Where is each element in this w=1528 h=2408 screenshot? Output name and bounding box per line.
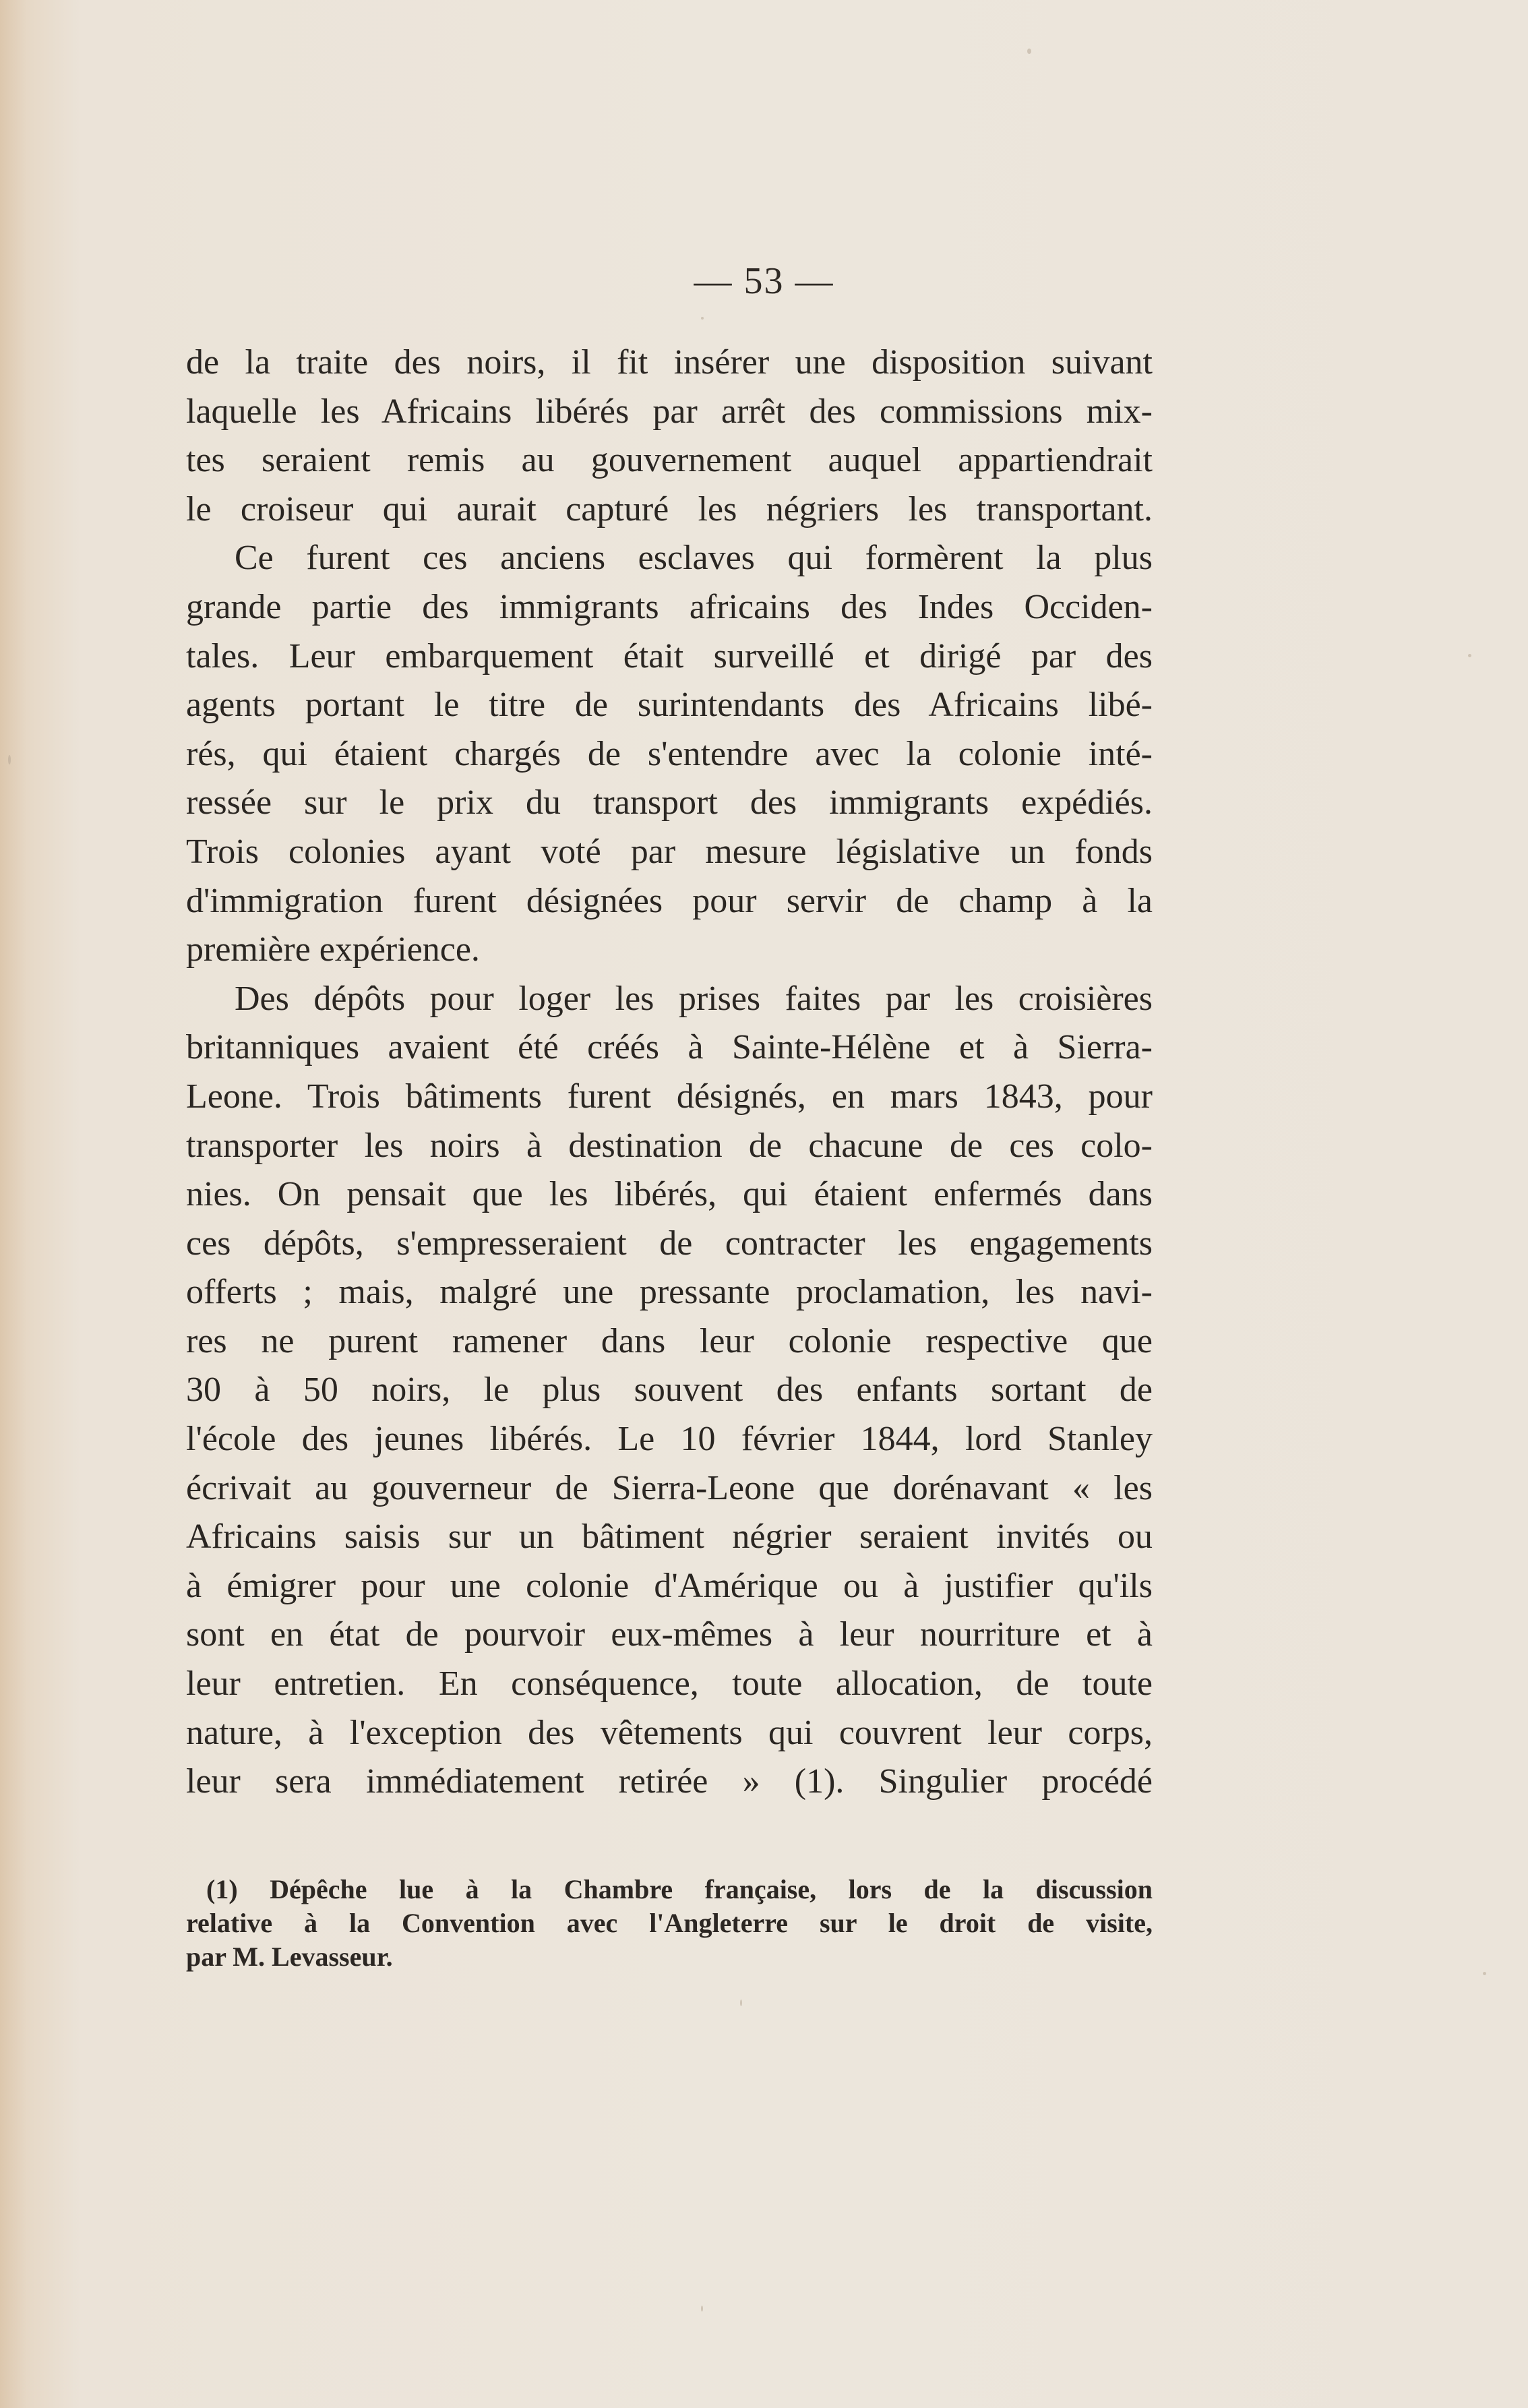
text-line: écrivait au gouverneur de Sierra-Leone que dorénavant « les [186, 1468, 1153, 1507]
text-line: leur sera immédiatement retirée » (1). Singulier procédé [186, 1762, 1153, 1801]
paper-speck [701, 317, 704, 320]
text-line: res ne purent ramener dans leur colonie respective que [186, 1321, 1153, 1360]
footnote-line: par M. Levasseur. [186, 1942, 393, 1972]
text-line: Leone. Trois bâtiments furent désignés, en mars 1843, pour [186, 1077, 1153, 1116]
body-text [186, 338, 1153, 1807]
text-line: tes seraient remis au gouvernement auquel appartiendrait [186, 441, 1153, 480]
paragraph [186, 338, 1153, 534]
text-line: leur entretien. En conséquence, toute allocation, de toute [186, 1664, 1153, 1704]
text-line: sont en état de pourvoir eux-mêmes à leur nourriture et à [186, 1615, 1153, 1654]
paragraph [186, 975, 1153, 1807]
paper-speck [1483, 1972, 1486, 1975]
paper-speck [8, 755, 11, 764]
text-line: nature, à l'exception des vêtements qui couvrent leur corps, [186, 1713, 1153, 1752]
text-line: d'immigration furent désignées pour servir de champ à la [186, 881, 1153, 920]
footnote-line: (1) Dépêche lue à la Chambre française, lors de la discussion [206, 1874, 1153, 1904]
text-line: l'école des jeunes libérés. Le 10 février 1844, lord Stanley [186, 1420, 1153, 1459]
page-number: — 53 — [694, 260, 834, 302]
footnote-line: relative à la Convention avec l'Angleterre sur le droit de visite, [186, 1908, 1153, 1938]
text-line: offerts ; mais, malgré une pressante proclamation, les navi- [186, 1273, 1153, 1312]
paper-speck [1027, 49, 1031, 54]
text-line: rés, qui étaient chargés de s'entendre avec la colonie inté- [186, 734, 1153, 773]
paper-speck [1468, 654, 1471, 657]
paper-speck [740, 1999, 742, 2006]
text-line: première expérience. [186, 930, 480, 969]
text-line: Africains saisis sur un bâtiment négrier seraient invités ou [186, 1517, 1153, 1557]
text-line: de la traite des noirs, il fit insérer une disposition suivant [186, 343, 1153, 382]
text-line: Des dépôts pour loger les prises faites par les croisières [235, 979, 1153, 1018]
text-line: grande partie des immigrants africains des Indes Occiden- [186, 587, 1153, 626]
footnote [186, 1873, 1153, 1974]
paragraph [186, 534, 1153, 974]
text-line: tales. Leur embarquement était surveillé et dirigé par des [186, 636, 1153, 675]
paper-speck [701, 2306, 703, 2312]
text-line: transporter les noirs à destination de chacune de ces colo- [186, 1126, 1153, 1165]
text-line: Trois colonies ayant voté par mesure législative un fonds [186, 832, 1153, 871]
text-line: 30 à 50 noirs, le plus souvent des enfants sortant de [186, 1371, 1153, 1410]
text-line: nies. On pensait que les libérés, qui étaient enfermés dans [186, 1175, 1153, 1214]
text-line: laquelle les Africains libérés par arrêt des commissions mix- [186, 392, 1153, 431]
text-line: ressée sur le prix du transport des immigrants expédiés. [186, 783, 1153, 822]
text-line: le croiseur qui aurait capturé les négriers les transportant. [186, 489, 1153, 529]
text-line: agents portant le titre de surintendants des Africains libé- [186, 686, 1153, 725]
text-line: à émigrer pour une colonie d'Amérique ou à justifier qu'ils [186, 1566, 1153, 1605]
text-line: britanniques avaient été créés à Sainte-Hélène et à Sierra- [186, 1028, 1153, 1067]
text-line: Ce furent ces anciens esclaves qui formèrent la plus [235, 539, 1153, 578]
text-line: ces dépôts, s'empresseraient de contracter les engagements [186, 1224, 1153, 1263]
